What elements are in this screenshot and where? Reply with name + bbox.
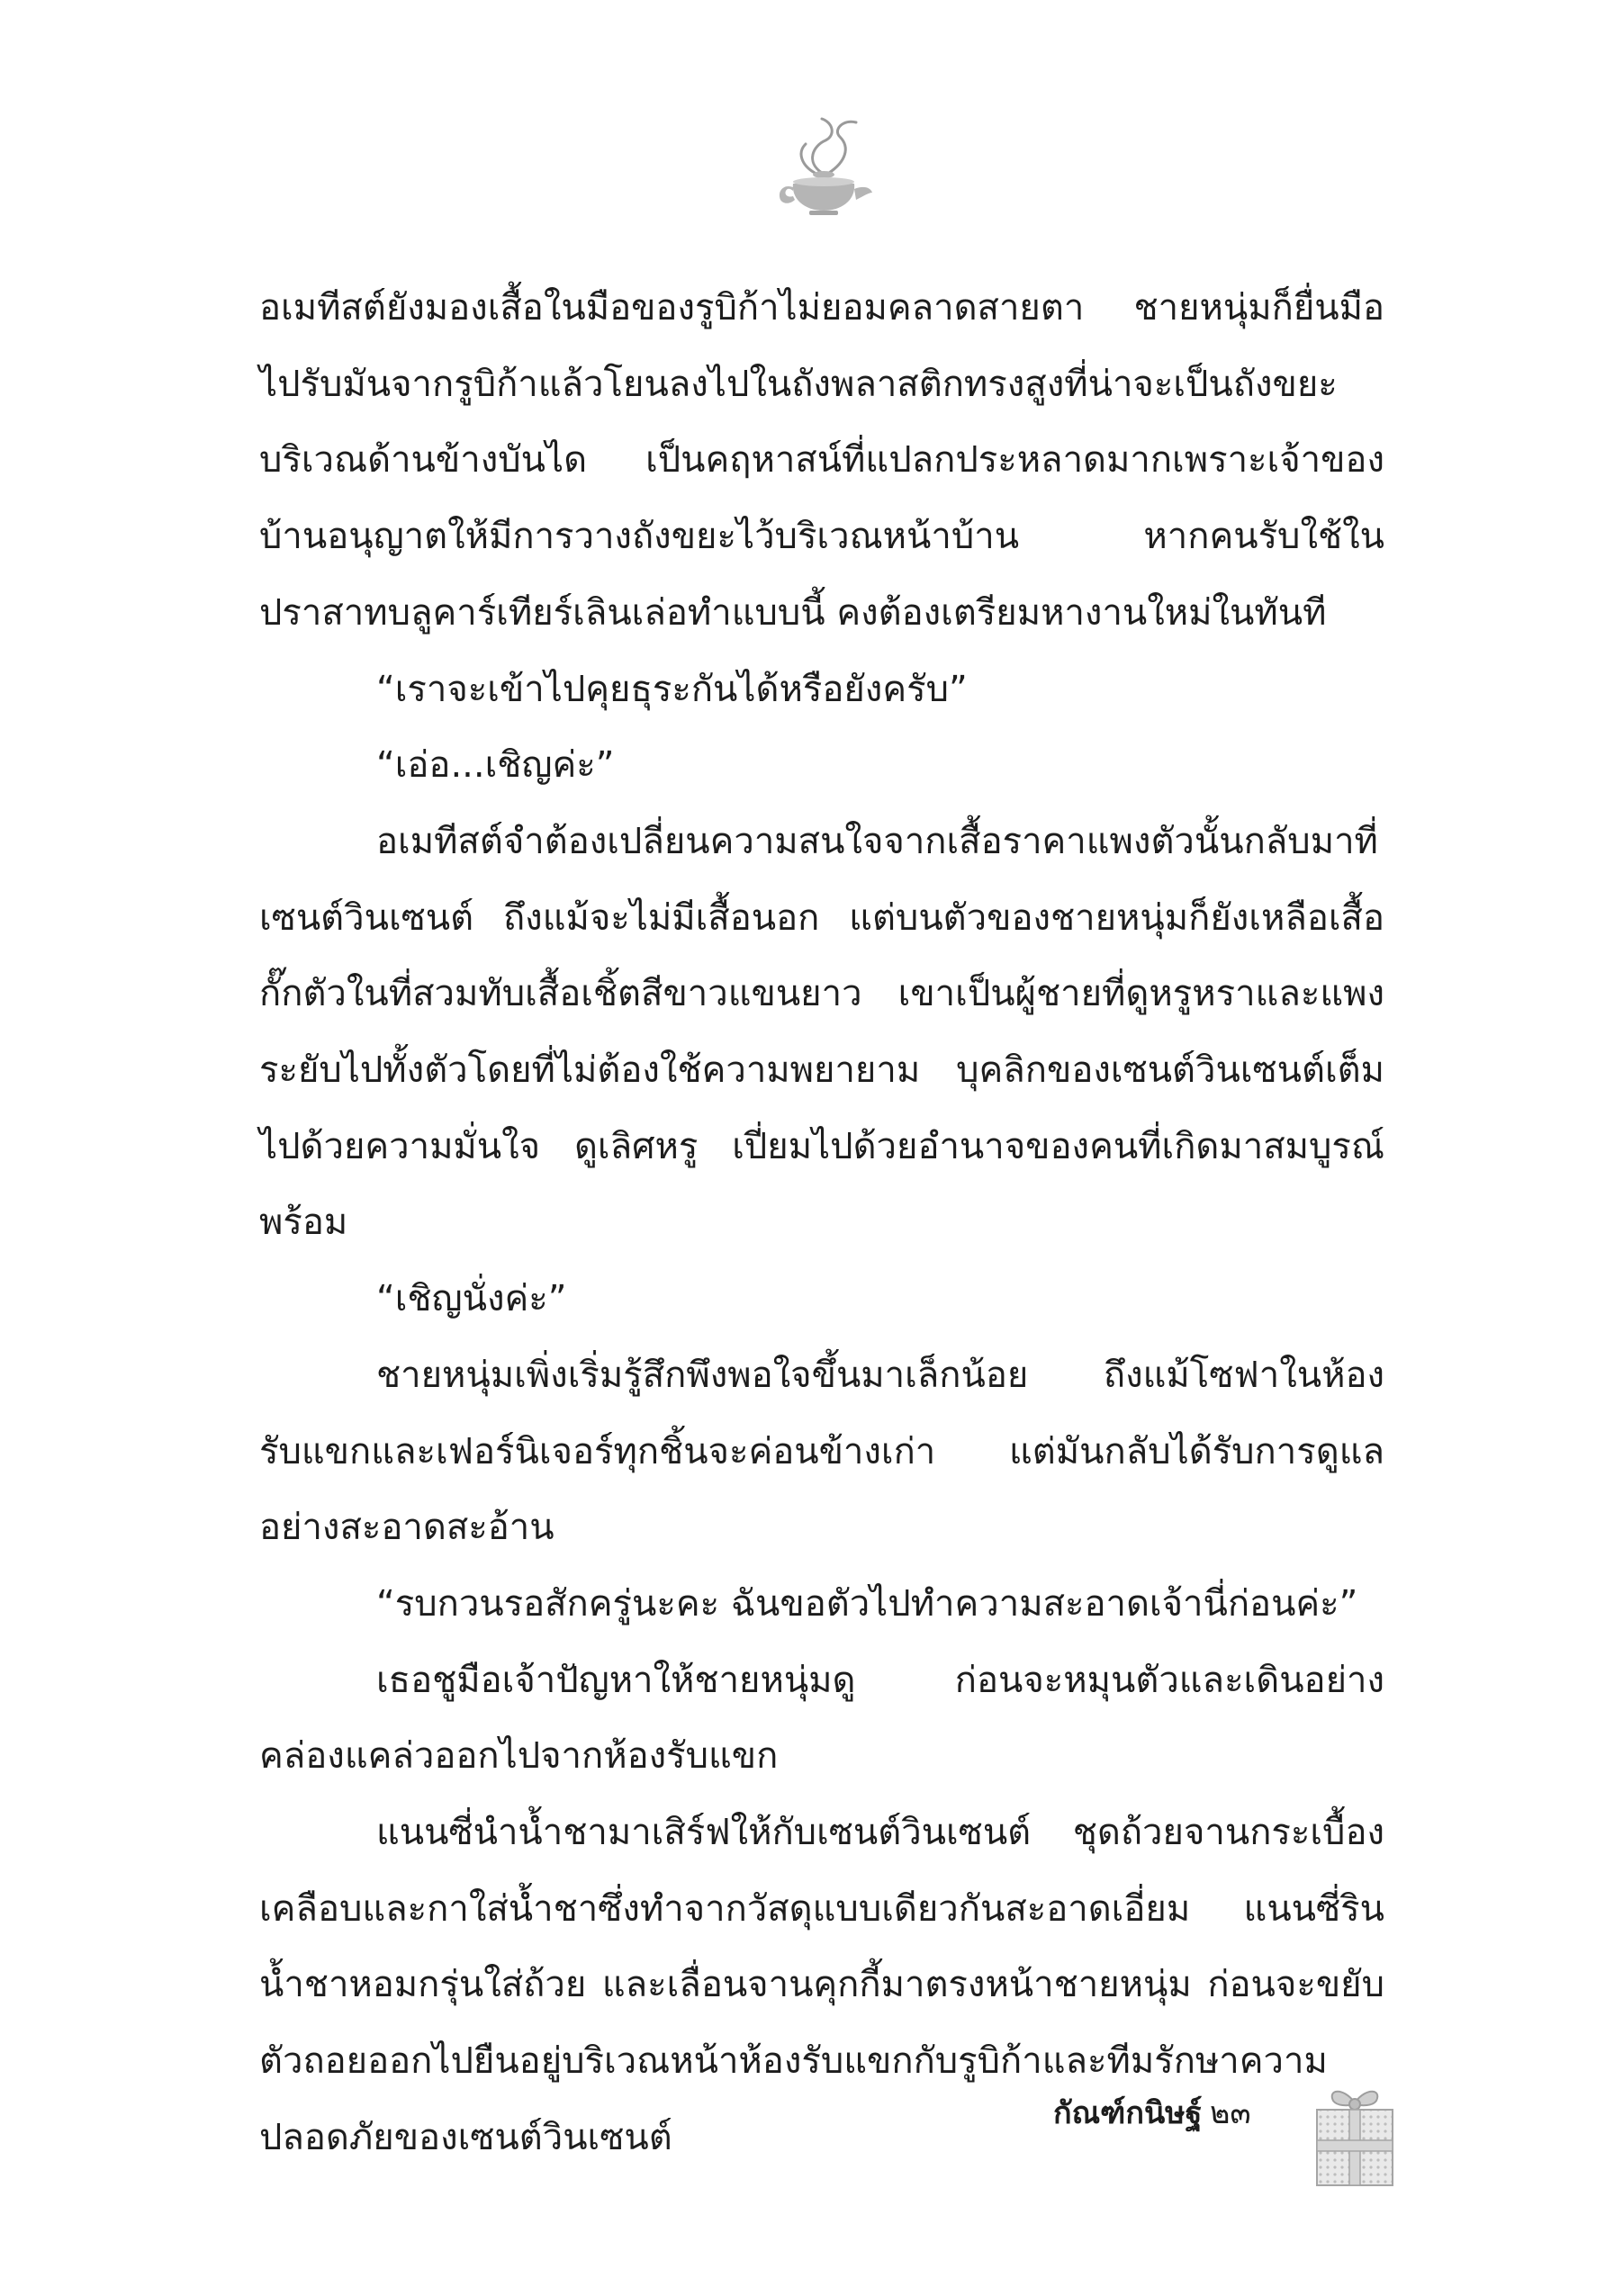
teapot-steam-icon [770, 110, 878, 227]
body-text [259, 270, 1384, 2176]
paragraph: แนนซี่นำน้ำชามาเสิร์ฟให้กับเซนต์วินเซนต์ ชุดถ้วยจานกระเบื้องเคลือบและกาใส่น้ำชาซึ่งทำจากวัสดุแบบเดียวกันสะอาดเอี่ยม แนนซี่รินน้ำชาหอมกรุ่นใส่ถ้วย และเลื่อนจานคุกกี้มาตรงหน้าชายหนุ่ม ก่อนจะขยับตัวถอยออกไปยืนอยู่บริเวณหน้าห้องรับแขกกับรูบิก้าและทีมรักษาความปลอดภัยของเซนต์วินเซนต์ [259, 1812, 1384, 2158]
page-footer [1053, 2070, 1413, 2196]
paragraph: ชายหนุ่มเพิ่งเริ่มรู้สึกพึงพอใจขึ้นมาเล็กน้อย ถึงแม้โซฟาในห้องรับแขกและเฟอร์นิเจอร์ทุกชิ้นจะค่อนข้างเก่า แต่มันกลับได้รับการดูแลอย่างสะอาดสะอ้าน [259, 1354, 1384, 1549]
paragraph: เธอชูมือเจ้าปัญหาให้ชายหนุ่มดู ก่อนจะหมุนตัวและเดินอย่างคล่องแคล่วออกไปจากห้องรับแขก [259, 1659, 1384, 1778]
paragraph: “เชิญนั่งค่ะ” [376, 1278, 567, 1320]
paragraph: “เราจะเข้าไปคุยธุระกันได้หรือยังครับ” [376, 668, 968, 710]
running-title: กัณฑ์กนิษฐ์ [1053, 2095, 1203, 2131]
paragraph: “รบกวนรอสักครู่นะคะ ฉันขอตัวไปทำความสะอาดเจ้านี่ก่อนค่ะ” [376, 1582, 1358, 1625]
paragraph: “เอ่อ...เชิญค่ะ” [376, 744, 615, 787]
paragraph: อเมทีสต์ยังมองเสื้อในมือของรูบิก้าไม่ยอมคลาดสายตา ชายหนุ่มก็ยื่นมือไปรับมันจากรูบิก้าแล้วโยนลงไปในถังพลาสติกทรงสูงที่น่าจะเป็นถังขยะบริเวณด้านข้างบันได เป็นคฤหาสน์ที่แปลกประหลาดมากเพราะเจ้าของบ้านอนุญาตให้มีการวางถังขยะไว้บริเวณหน้าบ้าน หากคนรับใช้ในปราสาทบลูคาร์เทียร์เลินเล่อทำแบบนี้ คงต้องเตรียมหางานใหม่ในทันที [259, 287, 1384, 634]
page-number: ๒๓ [1210, 2095, 1251, 2131]
paragraph: อเมทีสต์จำต้องเปลี่ยนความสนใจจากเสื้อราคาแพงตัวนั้นกลับมาที่เซนต์วินเซนต์ ถึงแม้จะไม่มีเสื้อนอก แต่บนตัวของชายหนุ่มก็ยังเหลือเสื้อกั๊กตัวในที่สวมทับเสื้อเชิ้ตสีขาวแขนยาว เขาเป็นผู้ชายที่ดูหรูหราและแพงระยับไปทั้งตัวโดยที่ไม่ต้องใช้ความพยายาม บุคลิกของเซนต์วินเซนต์เต็มไปด้วยความมั่นใจ ดูเลิศหรู เปี่ยมไปด้วยอำนาจของคนที่เกิดมาสมบูรณ์พร้อม [259, 820, 1384, 1244]
gift-box-icon [1310, 2070, 1400, 2192]
